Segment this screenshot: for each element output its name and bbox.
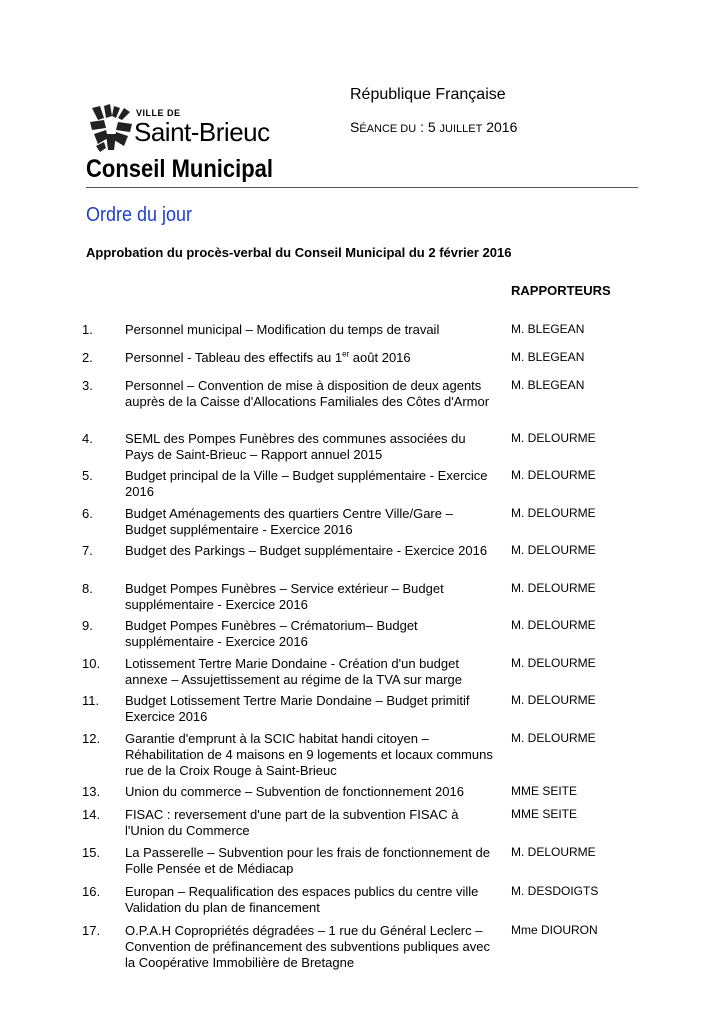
item-text: La Passerelle – Subvention pour les frais de fonctionnement de Folle Pensée et de Médiacap [125,845,490,876]
item-number: 14. [82,807,101,822]
item-text: FISAC : reversement d'une part de la subvention FISAC à l'Union du Commerce [125,807,459,838]
item-text-pre: Personnel - Tableau des effectifs au 1 [125,350,343,365]
item-text: Budget Pompes Funèbres – Crématorium– Budget supplémentaire - Exercice 2016 [125,618,418,649]
item-text: SEML des Pompes Funèbres des communes associées du Pays de Saint-Brieuc – Rapport annuel 2015 [125,431,466,462]
item-number: 2. [82,350,93,365]
item-rapporteur: M. DESDOIGTS [511,884,599,898]
item-number: 15. [82,845,101,860]
seance-date [350,119,517,135]
item-text: Lotissement Tertre Marie Dondaine - Création d'un budget annexe – Assujettissement au régime de la TVA sur marge [125,656,462,687]
item-rapporteur: M. DELOURME [511,693,596,707]
item-number: 6. [82,506,93,521]
item-rapporteur: Mme DIOURON [511,923,598,937]
item-number: 7. [82,543,93,558]
item-text: Europan – Requalification des espaces publics du centre ville Validation du plan de financement [125,884,479,915]
city-logo [90,104,270,152]
item-text: Budget Pompes Funèbres – Service extérieur – Budget supplémentaire - Exercice 2016 [125,581,444,612]
item-number: 5. [82,468,93,483]
item-number: 13. [82,784,101,799]
page-subtitle: Ordre du jour [86,204,193,226]
item-number: 12. [82,731,101,746]
seance-month: JUILLET [439,123,483,135]
item-rapporteur: M. DELOURME [511,581,596,595]
item-rapporteur: M. DELOURME [511,845,596,859]
item-number: 8. [82,581,93,596]
item-text: Budget principal de la Ville – Budget supplémentaire - Exercice 2016 [125,468,488,499]
item-text-sup: er [342,349,350,359]
item-rapporteur: M. DELOURME [511,618,596,632]
logo-city-name: Saint-Brieuc [134,117,270,147]
seance-word: ÉANCE DU [359,123,417,135]
republique-francaise: République Française [350,86,506,103]
item-text [125,350,495,366]
saint-brieuc-emblem-icon [90,104,134,152]
item-rapporteur: M. DELOURME [511,431,596,445]
item-text: Budget Lotissement Tertre Marie Dondaine – Budget primitif Exercice 2016 [125,693,470,724]
item-rapporteur: M. BLEGEAN [511,378,585,392]
logo-ville-text: VILLE DE [136,108,181,118]
item-text: Personnel – Convention de mise à disposition de deux agents auprès de la Caisse d'Allocations Familiales des Côtes d'Armor [125,378,490,409]
item-number: 11. [82,693,100,708]
item-rapporteur: M. DELOURME [511,656,596,670]
item-text: Personnel municipal – Modification du temps de travail [125,322,440,337]
approval-line: Approbation du procès-verbal du Conseil Municipal du 2 février 2016 [86,245,512,260]
seance-day: : 5 [416,119,440,135]
item-text-post: août 2016 [349,350,411,365]
item-number: 10. [82,656,101,671]
item-text: Union du commerce – Subvention de fonctionnement 2016 [125,784,464,799]
item-number: 17. [82,923,101,938]
item-rapporteur: MME SEITE [511,784,578,798]
item-rapporteur: M. DELOURME [511,468,596,482]
item-text: Garantie d'emprunt à la SCIC habitat handi citoyen – Réhabilitation de 4 maisons en 9 logements et locaux communs rue de la Croix Rouge à Saint-Brieuc [125,731,493,778]
item-text: Budget Aménagements des quartiers Centre Ville/Gare – Budget supplémentaire - Exercice 2016 [125,506,453,537]
item-text: O.P.A.H Copropriétés dégradées – 1 rue du Général Leclerc – Convention de préfinancement des subventions publiques avec la Coopérative Immobilière de Bretagne [125,923,490,970]
item-rapporteur: M. DELOURME [511,506,596,520]
seance-initial: S [350,119,360,135]
item-rapporteur: M. BLEGEAN [511,322,585,336]
rapporteurs-header: RAPPORTEURS [511,283,611,298]
title-divider [86,187,638,188]
page-title: Conseil Municipal [86,155,274,183]
item-rapporteur: M. BLEGEAN [511,350,585,364]
item-number: 16. [82,884,101,899]
item-text: Budget des Parkings – Budget supplémentaire - Exercice 2016 [125,543,488,558]
item-rapporteur: M. DELOURME [511,543,596,557]
item-number: 1. [82,322,93,337]
item-rapporteur: M. DELOURME [511,731,596,745]
item-number: 3. [82,378,93,393]
item-rapporteur: MME SEITE [511,807,578,821]
seance-year: 2016 [482,119,518,135]
item-number: 4. [82,431,93,446]
item-number: 9. [82,618,93,633]
